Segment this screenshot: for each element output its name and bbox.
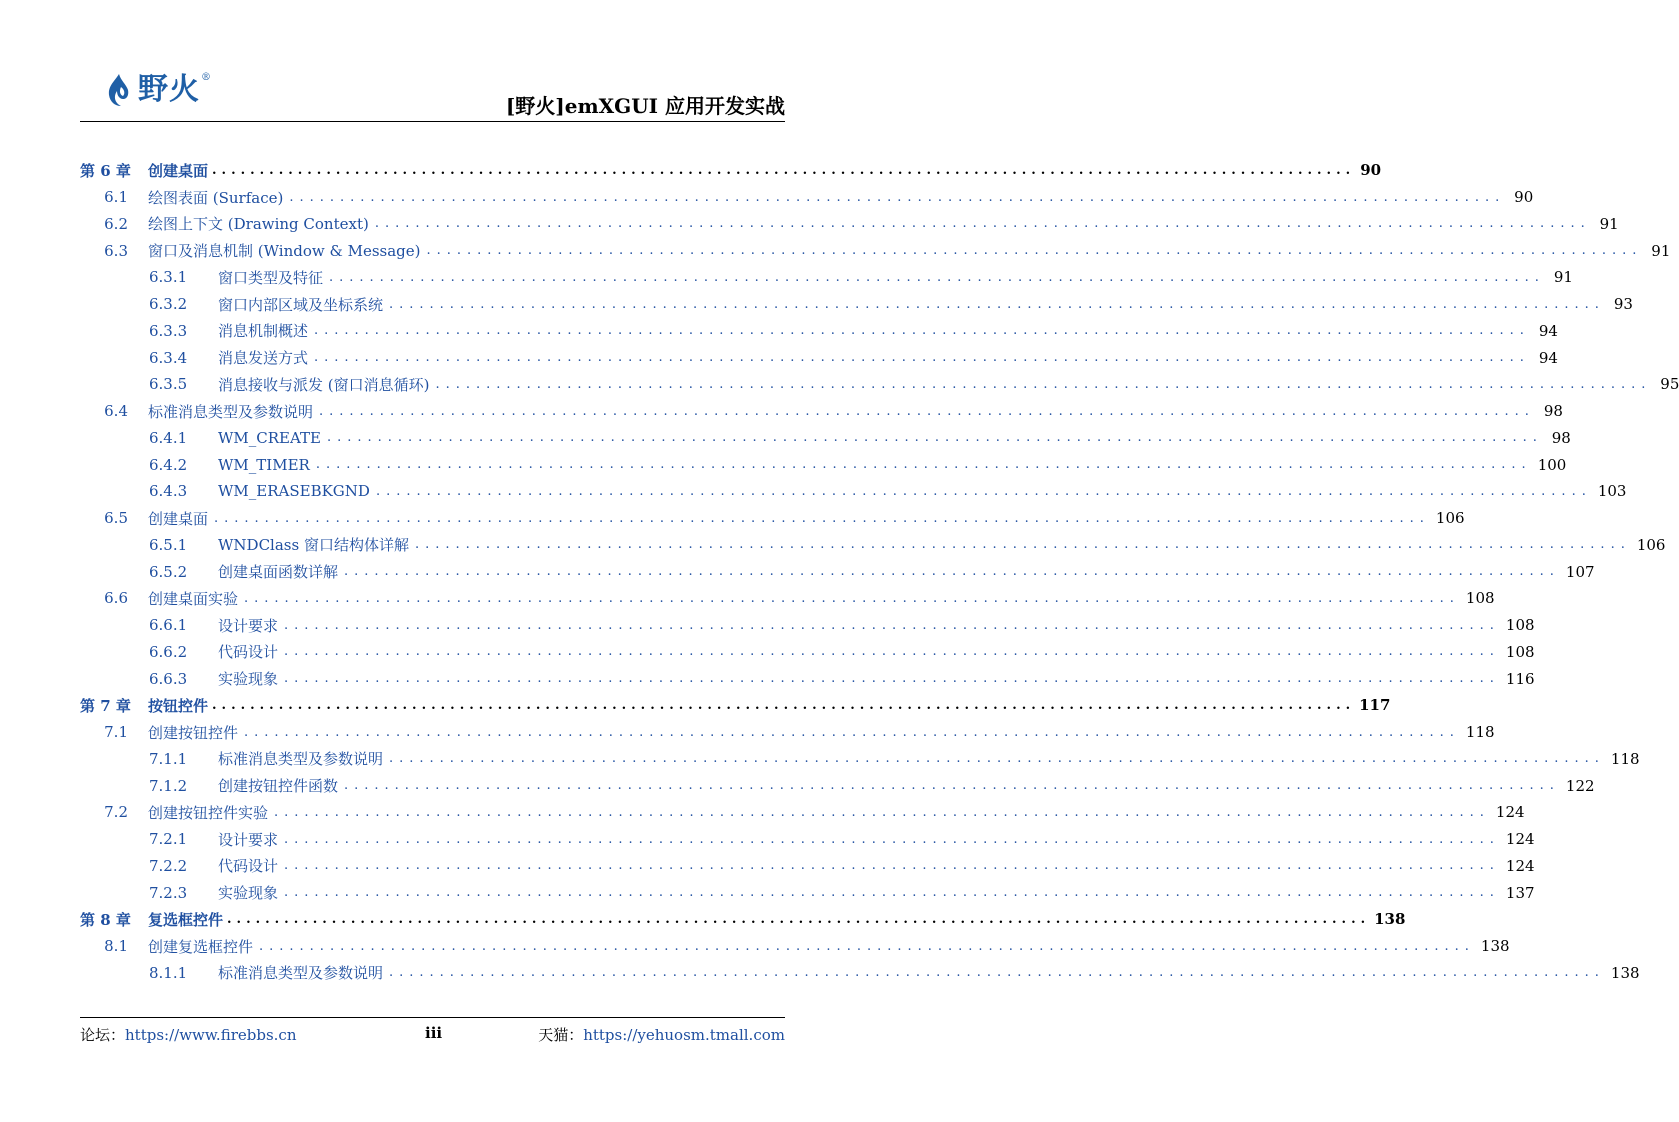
toc-entry[interactable] [80, 291, 1633, 318]
toc-entry-number: 第 7 章 [80, 696, 131, 715]
toc-entry-title: WNDClass 窗口结构体详解 [218, 536, 409, 555]
toc-entry-title: WM_ERASEBKGND [218, 482, 370, 501]
toc-entry-page: 90 [1360, 161, 1382, 180]
toc-entry-number: 7.2.1 [149, 830, 188, 849]
toc-entry-page: 107 [1565, 562, 1595, 581]
toc-entry-page: 117 [1359, 696, 1391, 715]
toc-entry-number: 6.6 [104, 589, 128, 608]
toc-entry-page: 124 [1505, 830, 1535, 849]
dot-leader: ........................................................................................................................ [374, 216, 1591, 232]
dot-leader: ........................................................................................................................ [244, 590, 1460, 606]
toc-entry[interactable] [80, 157, 1382, 184]
toc-entry[interactable] [80, 933, 1510, 960]
toc-entry-number: 第 8 章 [80, 910, 131, 929]
toc-entry-title: WM_TIMER [218, 455, 310, 474]
toc-entry[interactable] [80, 344, 1558, 371]
toc-entry[interactable] [80, 371, 1679, 398]
toc-entry-title: 创建按钮控件实验 [148, 803, 269, 822]
toc-entry-number: 7.2.2 [149, 856, 188, 875]
tmall-link[interactable]: https://yehuosm.tmall.com [583, 1026, 785, 1044]
toc-entry-number: 6.4.3 [149, 482, 188, 501]
toc-entry[interactable] [80, 960, 1640, 987]
page-header [80, 60, 785, 122]
dot-leader: ........................................................................................................................ [284, 617, 1500, 633]
dot-leader: ........................................................................................................................ [284, 885, 1500, 901]
toc-entry[interactable] [80, 478, 1627, 505]
toc-entry-title: 创建按钮控件函数 [218, 777, 339, 796]
toc-entry-number: 6.2 [104, 214, 128, 233]
toc-entry[interactable] [80, 799, 1525, 826]
toc-entry-number: 7.1 [104, 723, 128, 742]
tmall-label: 天猫： [538, 1026, 584, 1044]
toc-entry-page: 137 [1505, 883, 1535, 902]
toc-entry-page: 106 [1636, 535, 1666, 554]
toc-entry[interactable] [80, 184, 1534, 211]
toc-entry[interactable] [80, 532, 1666, 559]
toc-entry-title: 消息接收与派发 (窗口消息循环) [218, 375, 430, 394]
toc-entry[interactable] [80, 398, 1563, 425]
toc-entry-number: 6.3.2 [149, 295, 188, 314]
toc-entry[interactable] [80, 558, 1595, 585]
toc-entry-page: 108 [1465, 589, 1495, 608]
dot-leader: ........................................................................................................................ [284, 644, 1500, 660]
toc-entry-number: 6.4 [104, 402, 128, 421]
toc-entry-page: 124 [1505, 856, 1535, 875]
toc-entry-number: 6.3.1 [149, 268, 188, 287]
toc-entry-number: 6.6.1 [149, 616, 188, 635]
toc-entry-page: 98 [1551, 428, 1571, 447]
toc-entry-page: 106 [1435, 509, 1465, 528]
dot-leader: ........................................................................................................................ [274, 804, 1490, 820]
dot-leader: ........................................................................................................................ [344, 778, 1560, 794]
forum-label: 论坛： [80, 1026, 126, 1044]
toc-entry-number: 7.1.1 [149, 749, 188, 768]
toc-entry-page: 98 [1543, 402, 1563, 421]
toc-entry-page: 100 [1537, 455, 1567, 474]
toc-entry-page: 118 [1610, 749, 1640, 768]
toc-entry-page: 93 [1613, 295, 1633, 314]
tmall-info [538, 1024, 785, 1045]
toc-entry-page: 91 [1651, 241, 1671, 260]
toc-entry-title: 窗口类型及特征 [218, 268, 324, 287]
toc-entry-title: 创建按钮控件 [148, 723, 239, 742]
dot-leader: ........................................................................................................................ [326, 430, 1543, 446]
dot-leader: ........................................................................................................................ [284, 671, 1500, 687]
toc-entry-title: 创建桌面实验 [148, 589, 239, 608]
toc-entry-title: 标准消息类型及参数说明 [218, 964, 384, 983]
toc-entry[interactable] [80, 906, 1406, 933]
toc-entry-number: 7.2.3 [149, 883, 188, 902]
toc-entry-title: 创建桌面函数详解 [218, 563, 339, 582]
toc-entry-page: 94 [1538, 321, 1558, 340]
toc-entry-number: 6.6.3 [149, 669, 188, 688]
toc-entry-number: 6.4.1 [149, 428, 188, 447]
toc-entry-page: 91 [1553, 268, 1573, 287]
toc-entry[interactable] [80, 264, 1573, 291]
dot-leader: ........................................................................................................................ [426, 243, 1643, 259]
toc-entry-number: 6.3 [104, 241, 128, 260]
toc-entry-page: 95 [1660, 375, 1679, 394]
dot-leader: ........................................................................................................................ [212, 162, 1356, 178]
toc-entry-number: 第 6 章 [80, 161, 131, 180]
header-rule [80, 121, 785, 122]
toc-entry[interactable] [80, 425, 1571, 452]
toc-entry-number: 6.5 [104, 509, 128, 528]
toc-entry[interactable] [80, 211, 1619, 238]
toc-entry[interactable] [80, 692, 1391, 719]
dot-leader: ........................................................................................................................ [389, 751, 1605, 767]
toc-entry[interactable] [80, 585, 1495, 612]
dot-leader: ........................................................................................................................ [284, 858, 1500, 874]
toc-entry-page: 103 [1597, 482, 1627, 501]
toc-entry-page: 116 [1505, 669, 1535, 688]
dot-leader: ........................................................................................................................ [329, 269, 1545, 285]
forum-info [80, 1024, 296, 1045]
toc-entry-title: 创建桌面 [148, 509, 209, 528]
toc-entry-title: 绘图表面 (Surface) [148, 188, 284, 207]
toc-entry-title: 绘图上下文 (Drawing Context) [148, 215, 369, 234]
toc-entry-title: 标准消息类型及参数说明 [148, 402, 314, 421]
toc-entry-title: 标准消息类型及参数说明 [218, 750, 384, 769]
dot-leader: ........................................................................................................................ [314, 323, 1530, 339]
toc-entry-number: 7.1.2 [149, 776, 188, 795]
toc-entry-number: 6.1 [104, 188, 128, 207]
dot-leader: ........................................................................................................................ [435, 376, 1652, 392]
document-title: [野火]emXGUI 应用开发实战 [505, 94, 785, 118]
dot-leader: ........................................................................................................................ [214, 510, 1430, 526]
toc-entry[interactable] [80, 826, 1535, 853]
dot-leader: ........................................................................................................................ [284, 831, 1500, 847]
toc-entry-page: 108 [1505, 642, 1535, 661]
toc-entry-title: 实验现象 [218, 884, 279, 903]
toc-entry-number: 6.3.4 [149, 348, 188, 367]
toc-entry-title: 代码设计 [218, 643, 279, 662]
toc-entry[interactable] [80, 612, 1535, 639]
dot-leader: ........................................................................................................................ [212, 697, 1356, 713]
toc-entry-number: 8.1 [104, 937, 128, 956]
forum-link[interactable]: https://www.firebbs.cn [125, 1026, 297, 1044]
toc-entry[interactable] [80, 318, 1558, 345]
toc-entry-title: 创建桌面 [148, 161, 209, 180]
toc-entry-title: 窗口及消息机制 (Window & Message) [148, 242, 421, 261]
toc-entry[interactable] [80, 853, 1535, 880]
toc-entry-number: 6.3.3 [149, 321, 188, 340]
table-of-contents [80, 157, 1679, 986]
toc-entry[interactable] [80, 746, 1640, 773]
toc-entry[interactable] [80, 719, 1495, 746]
toc-entry-title: 窗口内部区域及坐标系统 [218, 295, 384, 314]
toc-entry-number: 6.6.2 [149, 642, 188, 661]
toc-entry-title: 复选框控件 [148, 910, 224, 929]
dot-leader: ........................................................................................................................ [389, 296, 1605, 312]
toc-entry[interactable] [80, 451, 1567, 478]
toc-entry-title: 消息发送方式 [218, 349, 309, 368]
toc-entry-number: 6.5.1 [149, 535, 188, 554]
toc-entry[interactable] [80, 879, 1535, 906]
toc-entry-page: 94 [1538, 348, 1558, 367]
toc-entry-number: 6.4.2 [149, 455, 188, 474]
logo-text: 野火 [138, 72, 200, 107]
dot-leader: ........................................................................................................................ [244, 724, 1460, 740]
toc-entry-page: 138 [1480, 937, 1510, 956]
footer-rule [80, 1017, 785, 1018]
toc-entry-title: 代码设计 [218, 857, 279, 876]
registered-mark: ® [201, 72, 211, 83]
toc-entry[interactable] [80, 639, 1535, 666]
dot-leader: ........................................................................................................................ [344, 564, 1560, 580]
dot-leader: ........................................................................................................................ [289, 189, 1506, 205]
dot-leader: ........................................................................................................................ [414, 537, 1631, 553]
toc-entry-title: 创建复选框控件 [148, 937, 254, 956]
toc-entry-number: 7.2 [104, 803, 128, 822]
dot-leader: ........................................................................................................................ [314, 350, 1530, 366]
toc-entry-page: 124 [1495, 803, 1525, 822]
flame-icon [104, 72, 134, 108]
toc-entry-title: 实验现象 [218, 670, 279, 689]
toc-entry-title: 设计要求 [218, 616, 279, 635]
brand-logo [104, 72, 211, 108]
toc-entry-page: 91 [1599, 214, 1619, 233]
toc-entry[interactable] [80, 237, 1671, 264]
toc-entry-page: 122 [1565, 776, 1595, 795]
dot-leader: ........................................................................................................................ [319, 403, 1535, 419]
toc-entry-page: 90 [1514, 188, 1534, 207]
dot-leader: ........................................................................................................................ [389, 965, 1605, 981]
toc-entry-page: 118 [1465, 723, 1495, 742]
toc-entry[interactable] [80, 665, 1535, 692]
toc-entry-number: 8.1.1 [149, 963, 188, 982]
toc-entry-number: 6.5.2 [149, 562, 188, 581]
toc-entry-page: 108 [1505, 616, 1535, 635]
toc-entry-title: WM_CREATE [218, 428, 321, 447]
page-number: iii [425, 1024, 443, 1042]
page-footer [80, 1017, 785, 1047]
toc-entry[interactable] [80, 772, 1595, 799]
toc-entry-title: 按钮控件 [148, 696, 209, 715]
dot-leader: ........................................................................................................................ [315, 457, 1532, 473]
toc-entry-page: 138 [1610, 963, 1640, 982]
toc-entry-title: 设计要求 [218, 830, 279, 849]
toc-entry-title: 消息机制概述 [218, 322, 309, 341]
dot-leader: ........................................................................................................................ [227, 911, 1371, 927]
toc-entry-number: 6.3.5 [149, 375, 188, 394]
toc-entry-page: 138 [1374, 910, 1406, 929]
dot-leader: ........................................................................................................................ [259, 938, 1475, 954]
dot-leader: ........................................................................................................................ [375, 483, 1592, 499]
toc-entry[interactable] [80, 505, 1465, 532]
